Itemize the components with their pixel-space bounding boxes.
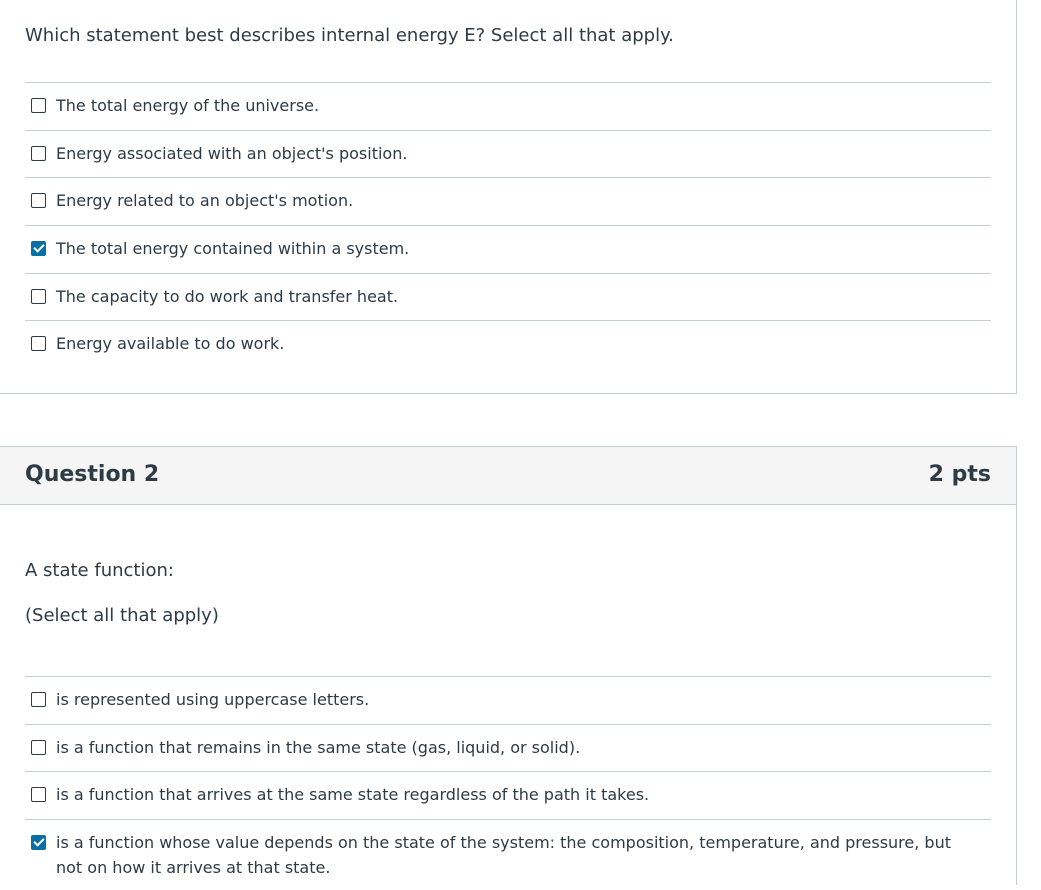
answer-option[interactable]: [25, 226, 991, 274]
answer-label: The capacity to do work and transfer heat.: [56, 286, 399, 306]
question-title: Question 2: [25, 462, 160, 487]
question-2-answers: [25, 676, 991, 890]
answer-label: is a function that remains in the same state (gas, liquid, or solid).: [56, 737, 581, 757]
checkbox[interactable]: [31, 289, 46, 304]
question-1-text: Which statement best describes internal energy E? Select all that apply.: [25, 25, 674, 46]
question-1-answers: [25, 82, 991, 369]
answer-label: Energy associated with an object's position.: [56, 143, 408, 163]
answer-label: is a function whose value depends on the state of the system: the composition, temperature, and pressure, but not on how it arrives at that state.: [56, 833, 951, 878]
checkbox[interactable]: [31, 740, 46, 755]
points-badge: 2 pts: [928, 462, 991, 487]
checkbox[interactable]: [31, 193, 46, 208]
answer-option[interactable]: [25, 677, 991, 725]
answer-label: The total energy contained within a system.: [56, 239, 410, 259]
answer-option[interactable]: [25, 178, 991, 226]
answer-option[interactable]: [25, 725, 991, 773]
question-1-panel: [0, 0, 1017, 394]
answer-label: is represented using uppercase letters.: [56, 690, 370, 709]
answer-label: Energy related to an object's motion.: [56, 191, 354, 211]
checkbox-checked[interactable]: [31, 241, 46, 256]
checkbox[interactable]: [31, 98, 46, 113]
answer-option[interactable]: [25, 321, 991, 369]
checkbox[interactable]: [31, 146, 46, 161]
answer-option[interactable]: [25, 820, 991, 890]
answer-option[interactable]: [25, 274, 991, 322]
question-header: [0, 447, 1016, 505]
question-instruction: (Select all that apply): [25, 605, 219, 626]
checkbox[interactable]: [31, 692, 46, 707]
checkbox-checked[interactable]: [31, 835, 46, 850]
answer-option[interactable]: [25, 131, 991, 179]
answer-label: Energy available to do work.: [56, 334, 285, 354]
question-2-panel: [0, 446, 1017, 885]
answer-label: The total energy of the universe.: [56, 96, 320, 115]
answer-label: is a function that arrives at the same state regardless of the path it takes.: [56, 785, 650, 805]
checkbox[interactable]: [31, 336, 46, 351]
checkbox[interactable]: [31, 787, 46, 802]
answer-option[interactable]: [25, 83, 991, 131]
answer-option[interactable]: [25, 772, 991, 820]
question-prompt: A state function:: [25, 560, 174, 581]
